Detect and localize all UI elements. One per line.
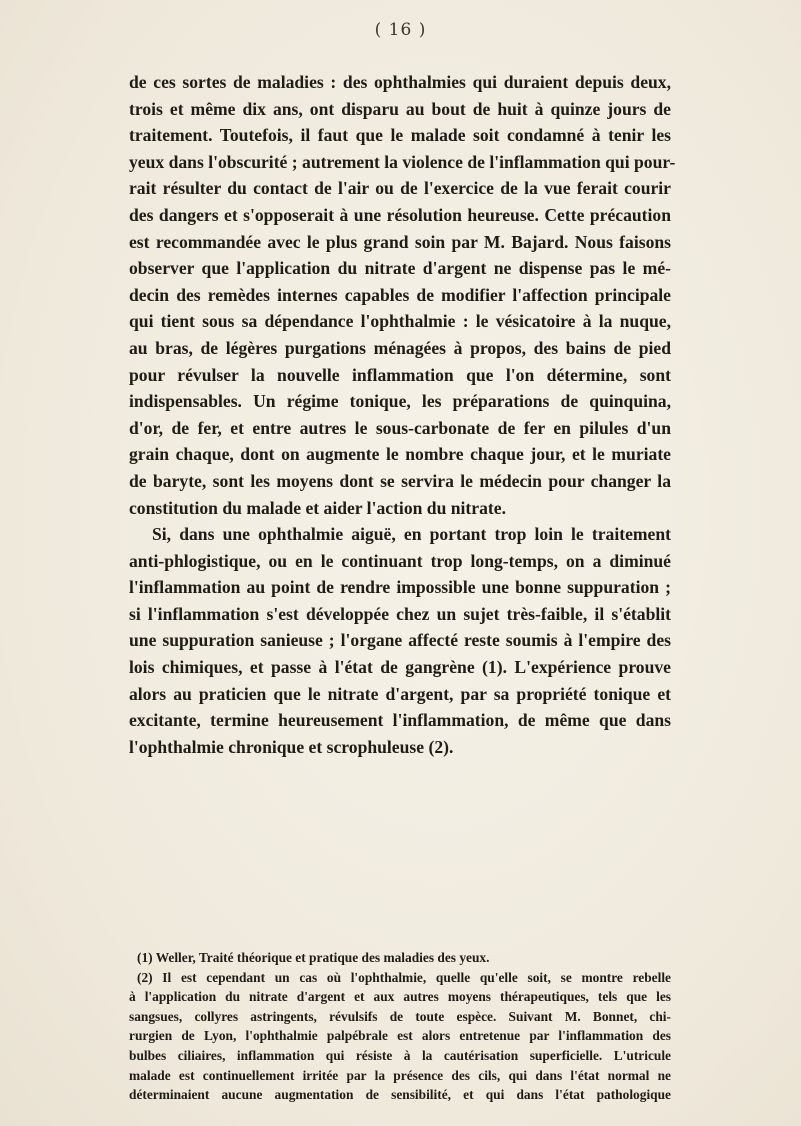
footnote-line: rurgien de Lyon, l'ophthalmie palpébrale est alors entretenue par l'inflammation des [129,1028,671,1044]
text-line: d'or, de fer, et entre autres le sous-carbonate de fer en pilules d'un [129,417,671,438]
text-line: observer que l'application du nitrate d'argent ne dispense pas le mé- [129,258,671,279]
main-text [129,69,676,760]
text-line: qui tient sous sa dépendance l'ophthalmie : le vésicatoire à la nuque, [129,311,671,332]
text-line: pour révulser la nouvelle inflammation que l'on détermine, sont [129,364,671,385]
footnote-line: déterminaient aucune augmentation de sensibilité, et qui dans l'état pathologique [129,1087,671,1103]
text-line: anti-phlogistique, ou en le continuant trop long-temps, on a diminué [129,550,671,571]
footnote-line: (2) Il est cependant un cas où l'ophthalmie, quelle qu'elle soit, se montre rebelle [137,969,671,985]
text-line: decin des remèdes internes capables de modifier l'affection principale [129,284,671,305]
text-line: si l'inflammation s'est développée chez un sujet très-faible, il s'établit [129,603,671,624]
text-line: est recommandée avec le plus grand soin par M. Bajard. Nous faisons [129,231,671,252]
footnote-line: à l'application du nitrate d'argent et aux autres moyens thérapeutiques, tels que les [129,989,671,1005]
footnotes [129,948,671,1105]
text-line: des dangers et s'opposerait à une résolution heureuse. Cette précaution [129,204,671,225]
text-line: lois chimiques, et passe à l'état de gangrène (1). L'expérience prouve [129,657,671,678]
text-line: de ces sortes de maladies : des ophthalmies qui duraient depuis deux, [129,72,671,92]
text-line: trois et même dix ans, ont disparu au bout de huit à quinze jours de [129,98,671,119]
text-line: l'inflammation au point de rendre impossible une bonne suppuration ; [129,577,671,598]
text-line: une suppuration sanieuse ; l'organe affecté reste soumis à l'empire des [129,630,671,651]
text-line: l'ophthalmie chronique et scrophuleuse (2). [129,736,454,757]
text-line: excitante, termine heureusement l'inflammation, de même que dans [129,710,671,731]
text-line: indispensables. Un régime tonique, les préparations de quinquina, [129,391,671,412]
text-line: grain chaque, dont on augmente le nombre chaque jour, et le muriate [129,444,671,465]
footnote-line: malade est continuellement irritée par la présence des cils, qui dans l'état normal ne [129,1067,671,1083]
text-line: Si, dans une ophthalmie aiguë, en portant trop loin le traitement [152,524,671,545]
text-line: constitution du malade et aider l'action du nitrate. [129,497,506,518]
footnote-line: sangsues, collyres astringents, révulsifs de toute espèce. Suivant M. Bonnet, chi- [129,1008,671,1024]
text-line: yeux dans l'obscurité ; autrement la violence de l'inflammation qui pour- [129,151,676,172]
text-line: de baryte, sont les moyens dont se servira le médecin pour changer la [129,470,671,491]
text-line: au bras, de légères purgations ménagées à propos, des bains de pied [129,337,671,358]
footnote-line: (1) Weller, Traité théorique et pratique des maladies des yeux. [137,950,490,965]
text-line: traitement. Toutefois, il faut que le malade soit condamné à tenir les [129,125,671,146]
footnote-line: bulbes ciliaires, inflammation qui résiste à la cautérisation superficielle. L'utricule [129,1047,671,1063]
page-number: ( 16 ) [374,20,427,40]
text-line: rait résulter du contact de l'air ou de l'exercice de la vue ferait courir [129,178,671,199]
text-line: alors au praticien que le nitrate d'argent, par sa propriété tonique et [129,683,671,704]
